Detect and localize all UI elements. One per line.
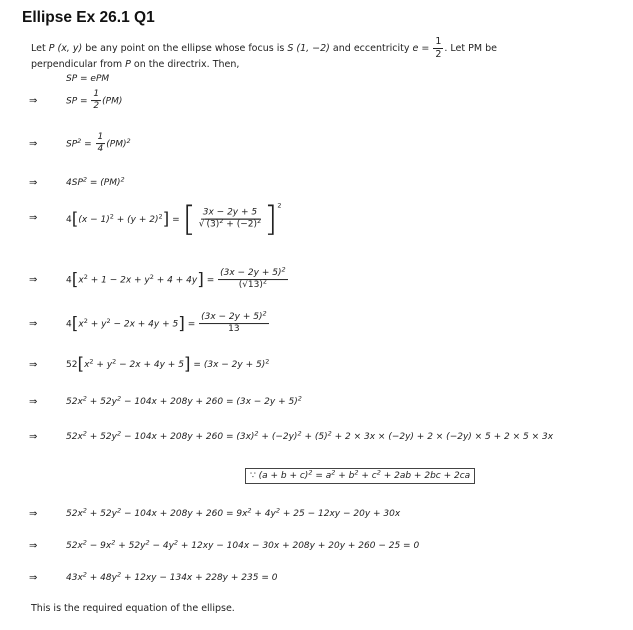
eccentricity-text: and eccentricity bbox=[332, 42, 410, 54]
page-title: Ellipse Ex 26.1 Q1 bbox=[22, 9, 155, 26]
implies-arrow: ⇒ bbox=[29, 431, 38, 443]
implies-arrow: ⇒ bbox=[29, 359, 38, 371]
problem-statement-line-2: perpendicular from P on the directrix. Then, bbox=[31, 59, 240, 70]
focus-point: S (1, −2) bbox=[287, 42, 330, 54]
identity-note: ∵ $(a + b + c)^2 = a^2 + b^2 + c^2 + 2ab + 2bc + 2ca$ bbox=[245, 468, 475, 484]
implies-arrow: ⇒ bbox=[29, 95, 38, 107]
implies-arrow: ⇒ bbox=[29, 318, 38, 330]
step-12-final-equation: $43x^2 + 48y^2 + 12xy - 134x + 228y + 235 = 0$ bbox=[66, 570, 278, 583]
step-4: $4[(x - 1)^2 + (y + 2)^2]$ = [ $\frac{3x - 2y + 5}{√ (3)^2 + (-2)^2}$ ]$^2$ bbox=[66, 199, 282, 240]
intro-let-pm: . Let PM be bbox=[444, 42, 497, 54]
eccentricity-fraction: $\frac{1}{2}$ bbox=[435, 36, 442, 60]
implies-arrow: ⇒ bbox=[29, 212, 38, 224]
implies-arrow: ⇒ bbox=[29, 138, 38, 150]
implies-arrow: ⇒ bbox=[29, 508, 38, 520]
eccentricity-symbol: e = bbox=[412, 42, 430, 54]
problem-statement-line-1 bbox=[31, 37, 497, 60]
step-11: $52x^2 - 9x^2 + 52y^2 - 4y^2 + 12xy - 104x - 30x + 208y + 20y + 260 - 25 = 0$ bbox=[66, 538, 420, 551]
implies-arrow: ⇒ bbox=[29, 396, 38, 408]
implies-arrow: ⇒ bbox=[29, 274, 38, 286]
implies-arrow: ⇒ bbox=[29, 572, 38, 584]
implies-arrow: ⇒ bbox=[29, 540, 38, 552]
step-3: $4SP^2 = (PM)^2$ bbox=[66, 175, 125, 188]
step-2: $SP^2$ = $\frac{1}{4}$ (PM)$^2$ bbox=[66, 132, 131, 155]
step-5: $4[x^2 + 1 - 2x + y^2 + 4 + 4y]$ = $\frac{(3x - 2y + 5)^2}{(√13)^2}$ bbox=[66, 265, 286, 291]
point-p: P (x, y) bbox=[48, 42, 83, 54]
step-9: $52x^2 + 52y^2 - 104x + 208y + 260 = (3x)^2 + (-2y)^2 + (5)^2 + 2 \times 3x \times (-2y) + 2 \times (-2y) \times 5 + 2 \times 5 \times 3x$ bbox=[66, 429, 554, 442]
step-1: SP = $\frac{1}{2}$ (PM) bbox=[66, 89, 123, 112]
conclusion-text: This is the required equation of the ellipse. bbox=[31, 603, 235, 614]
step-7: $52[x^2 + y^2 - 2x + 4y + 5] = (3x - 2y + 5)^2$ bbox=[66, 354, 270, 375]
step-sp-epm: SP = ePM bbox=[66, 74, 110, 84]
intro-text: be any point on the ellipse whose focus is bbox=[85, 42, 285, 54]
intro-let: Let bbox=[31, 42, 46, 54]
step-8: $52x^2 + 52y^2 - 104x + 208y + 260 = (3x - 2y + 5)^2$ bbox=[66, 394, 302, 407]
step-6: $4[x^2 + y^2 - 2x + 4y + 5]$ = $\frac{(3x - 2y + 5)^2}{13}$ bbox=[66, 309, 267, 335]
step-10: $52x^2 + 52y^2 - 104x + 208y + 260 = 9x^2 + 4y^2 + 25 - 12xy - 20y + 30x$ bbox=[66, 506, 401, 519]
implies-arrow: ⇒ bbox=[29, 177, 38, 189]
